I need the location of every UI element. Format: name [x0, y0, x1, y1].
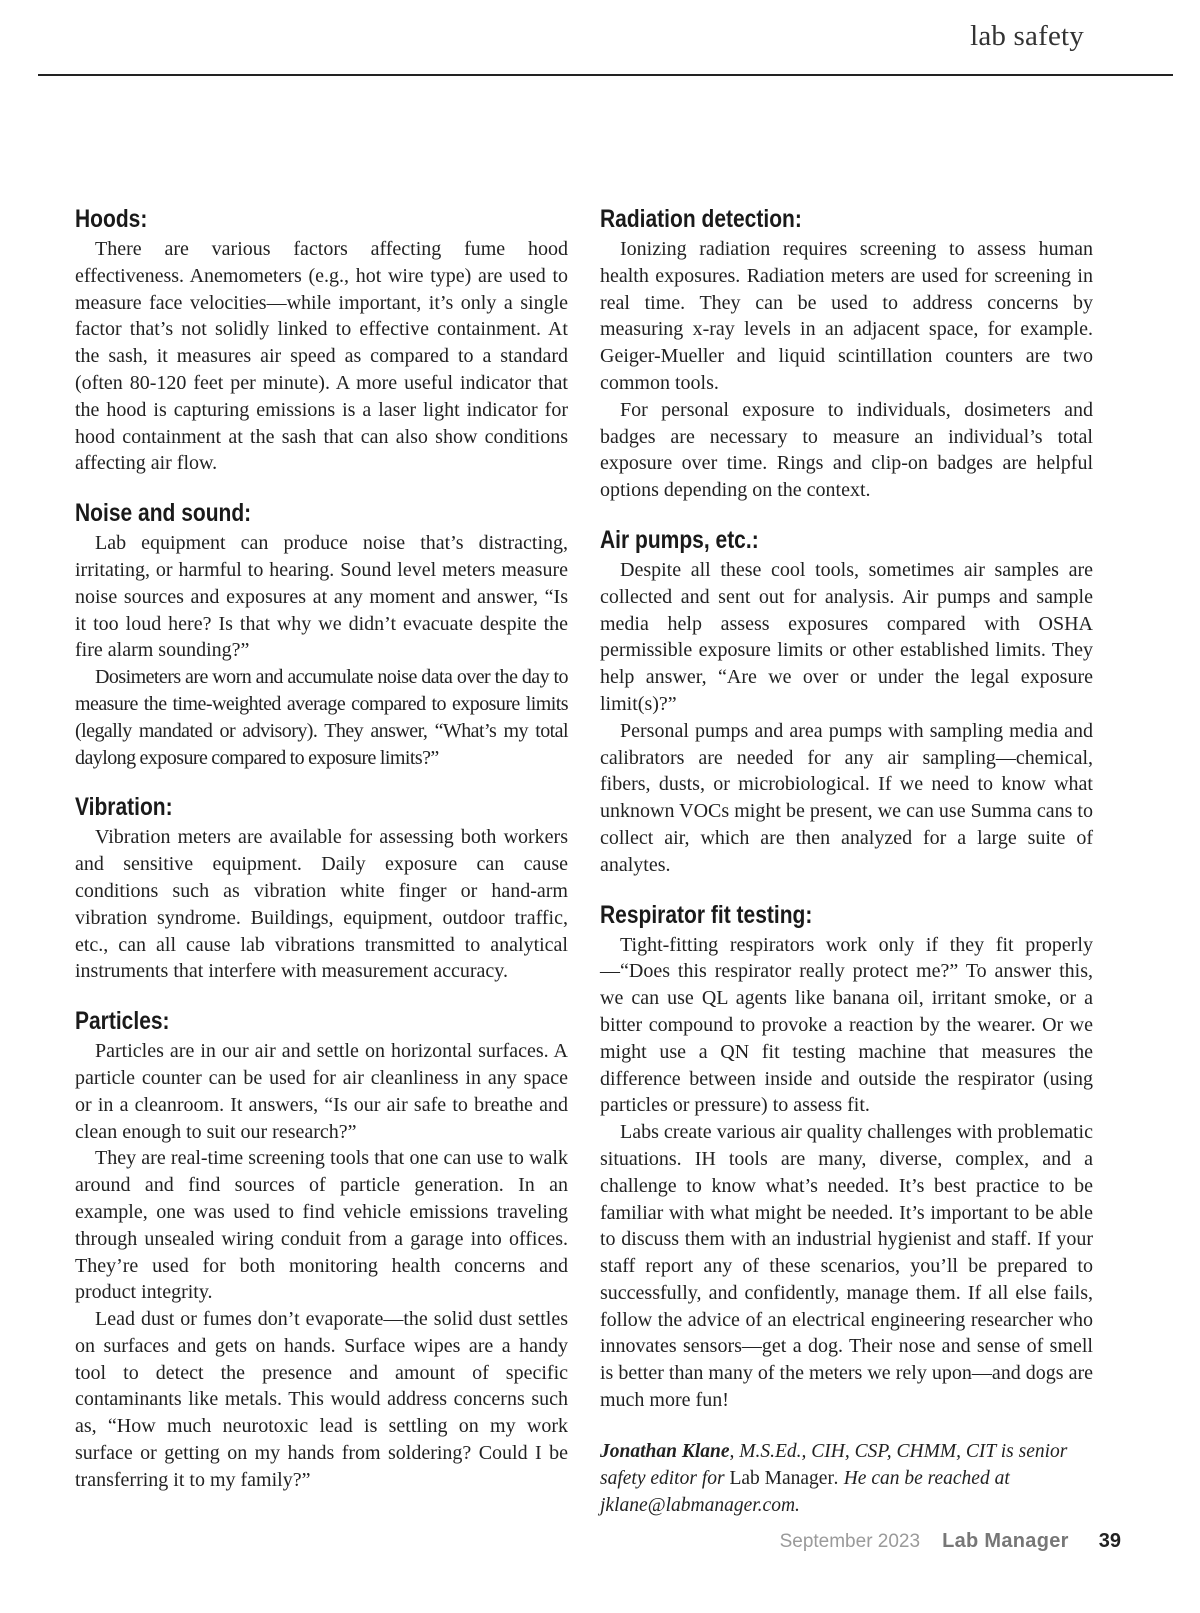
left-column	[75, 203, 568, 1494]
section-heading: Vibration:	[75, 793, 173, 822]
paragraph: Particles are in our air and settle on horizontal surfaces. A particle counter can be used for air cleanliness in any space or in a cleanroom. It answers, “Is our air safe to breathe and clean enough to suit our research?”	[75, 1040, 568, 1143]
section-heading: Hoods:	[75, 205, 148, 233]
section-hoods	[75, 203, 568, 477]
paragraph: Labs create various air quality challenges with problematic situations. IH tools are many, diverse, complex, and a challenge to know what’s needed. It’s best practice to be familiar with what might be needed. It’s important to be able to discuss them with an industrial hygienist and staff. If your staff report any of these scenarios, you’ll be prepared to successfully, and confidently, manage them. If all else fails, follow the advice of an electrical engineering researcher who innovates sensors—get a dog. Their nose and sense of smell is better than many of the meters we rely upon—and dogs are much more fun!	[600, 1121, 1093, 1412]
section-radiation-detection	[600, 203, 1093, 504]
section-respirator-fit-testing	[600, 899, 1093, 1414]
paragraph: Lead dust or fumes don’t evaporate—the solid dust settles on surfaces and gets on hands. Surface wipes are a handy tool to detect the presence and amount of specific contaminants like metals. This would address concerns such as, “How much neurotoxic lead is settling on my work surface or getting on my hands from soldering? Could I be transferring it to my family?”	[75, 1308, 568, 1491]
right-column	[600, 203, 1093, 1519]
section-heading: Noise and sound:	[75, 499, 252, 528]
section-air-pumps	[600, 524, 1093, 879]
paragraph: Lab equipment can produce noise that’s distracting, irritating, or harmful to hearing. Sound level meters measure noise sources and exposures at any moment and answer, “Is it too loud here? Is that why we didn’t evacuate despite the fire alarm sounding?”	[75, 532, 568, 662]
section-title: lab safety	[970, 20, 1084, 52]
paragraph: They are real-time screening tools that one can use to walk around and find sources of particle generation. In an example, one was used to find vehicle emissions traveling through unsealed wiring conduit from a garage into offices. They’re used for both monitoring health concerns and product integrity.	[75, 1147, 568, 1304]
paragraph: Despite all these cool tools, sometimes air samples are collected and sent out for analysis. Air pumps and sample media help assess exposures compared with OSHA permissible exposure limits or other established limits. They help answer, “Are we over or under the legal exposure limit(s)?”	[600, 558, 1093, 715]
paragraph: Personal pumps and area pumps with sampling media and calibrators are needed for any air sampling—chemical, fibers, dusts, or microbiological. If we need to know what unknown VOCs might be present, we can use Summa cans to collect air, which are then analyzed for a large suite of analytes.	[600, 719, 1093, 876]
author-credentials: , M.S.Ed., CIH, CSP, CHMM, CIT is senior safety editor for	[600, 1440, 1068, 1489]
section-vibration	[75, 791, 568, 985]
section-particles	[75, 1005, 568, 1494]
section-noise-and-sound	[75, 497, 568, 771]
section-heading: Particles:	[75, 1007, 170, 1036]
header-divider	[38, 74, 1173, 76]
section-heading: Radiation detection:	[600, 205, 802, 233]
paragraph: Ionizing radiation requires screening to assess human health exposures. Radiation meters are used for screening in real time. They can be used to address concerns by measuring x-ray levels in an adjacent space, for example. Geiger-Mueller and liquid scintillation counters are two common tools.	[600, 238, 1093, 394]
paragraph: Dosimeters are worn and accumulate noise data over the day to measure the time-weighted average compared to exposure limits (legally mandated or advisory). They answer, “What’s my total daylong exposure compared to exposure limits?”	[75, 666, 568, 769]
section-heading: Air pumps, etc.:	[600, 525, 759, 554]
author-contact: . He can be reached at jklane@labmanager.com.	[600, 1467, 1010, 1516]
section-heading: Respirator fit testing:	[600, 900, 813, 929]
paragraph: There are various factors affecting fume hood effectiveness. Anemometers (e.g., hot wire type) are used to measure face velocities—while important, it’s only a single factor that’s not solidly linked to effective containment. At the sash, it measures air speed as compared to a standard (often 80-120 feet per minute). A more useful indicator that the hood is capturing emissions is a laser light indicator for hood containment at the sash that can also show conditions affecting air flow.	[75, 238, 568, 475]
paragraph: For personal exposure to individuals, dosimeters and badges are necessary to measure an individual’s total exposure over time. Rings and clip-on badges are helpful options depending on the context.	[600, 398, 1093, 502]
issue-date: September 2023	[779, 1531, 921, 1552]
magazine-name: Lab Manager	[942, 1530, 1069, 1552]
author-bio	[600, 1438, 1093, 1519]
page-footer	[780, 1530, 1121, 1553]
page-number: 39	[1098, 1530, 1121, 1552]
paragraph: Tight-fitting respirators work only if they fit properly—“Does this respirator really protect me?” To answer this, we can use QL agents like banana oil, irritant smoke, or a bitter compound to provoke a reaction by the wearer. Or we might use a QN fit testing machine that measures the difference between inside and outside the respirator (using particles or pressure) to assess fit.	[600, 933, 1093, 1117]
publication-name: Lab Manager	[729, 1467, 834, 1489]
paragraph: Vibration meters are available for assessing both workers and sensitive equipment. Daily exposure can cause conditions such as vibration white finger or hand-arm vibration syndrome. Buildings, equipment, outdoor traffic, etc., can all cause lab vibrations transmitted to analytical instruments that interfere with measurement accuracy.	[75, 826, 568, 983]
author-name: Jonathan Klane	[600, 1440, 730, 1462]
